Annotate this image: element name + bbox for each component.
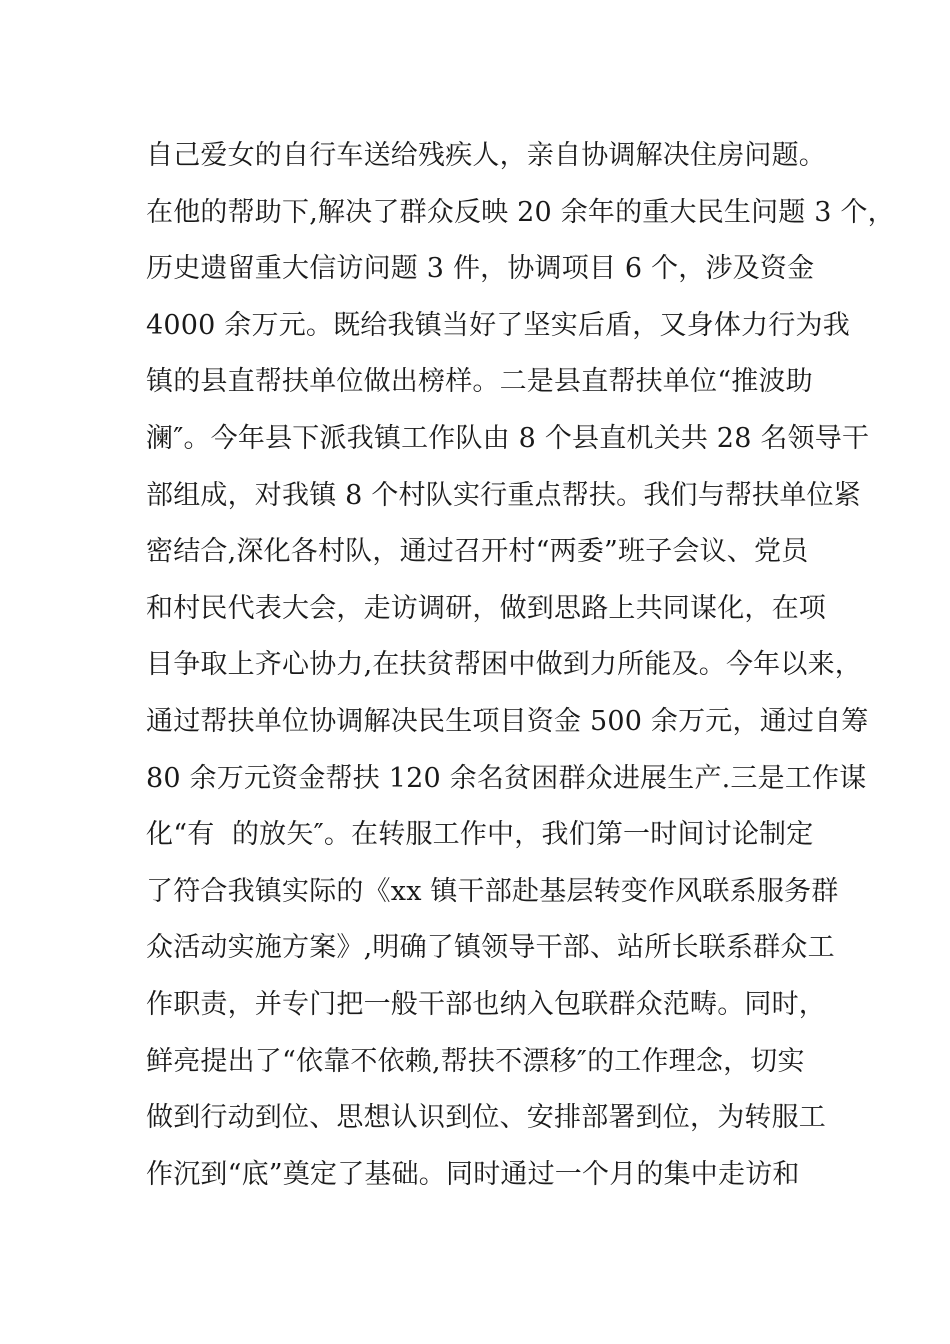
text-line: 作沉到“底”奠定了基础。同时通过一个月的集中走访和 — [146, 1158, 800, 1190]
text-line: 鲜亮提出了“依靠不依赖,帮扶不漂移″的工作理念，切实 — [146, 1045, 805, 1077]
text-line: 在他的帮助下,解决了群众反映 20 余年的重大民生问题 3 个， — [146, 196, 895, 228]
text-line: 镇的县直帮扶单位做出榜样。二是县直帮扶单位“推波助 — [146, 366, 813, 398]
text-line: 做到行动到位、思想认识到位、安排部署到位，为转服工 — [146, 1102, 826, 1134]
text-line: 澜″。今年县下派我镇工作队由 8 个县直机关共 28 名领导干 — [146, 422, 870, 454]
text-line: 部组成，对我镇 8 个村队实行重点帮扶。我们与帮扶单位紧 — [146, 479, 861, 511]
body-text — [146, 128, 895, 1203]
text-line: 和村民代表大会，走访调研，做到思路上共同谋化，在项 — [146, 592, 826, 624]
text-line: 通过帮扶单位协调解决民生项目资金 500 余万元，通过自筹 — [146, 705, 869, 737]
text-line: 密结合,深化各村队，通过召开村“两委”班子会议、党员 — [146, 536, 809, 568]
text-line: 4000 余万元。既给我镇当好了坚实后盾，又身体力行为我 — [146, 309, 850, 341]
text-line: 众活动实施方案》,明确了镇领导干部、站所长联系群众工 — [146, 932, 835, 964]
text-line: 了符合我镇实际的《xx 镇干部赴基层转变作风联系服务群 — [146, 875, 839, 907]
text-line: 目争取上齐心协力,在扶贫帮困中做到力所能及。今年以来， — [146, 649, 862, 681]
text-line: 历史遗留重大信访问题 3 件，协调项目 6 个，涉及资金 — [146, 253, 815, 285]
text-line: 自己爱女的自行车送给残疾人，亲自协调解决住房问题。 — [146, 140, 826, 171]
text-line: 作职责，并专门把一般干部也纳入包联群众范畴。同时， — [146, 988, 826, 1020]
text-line: 化“有 的放矢″。在转服工作中，我们第一时间讨论制定 — [146, 819, 814, 851]
text-line: 80 余万元资金帮扶 120 余名贫困群众进展生产.三是工作谋 — [146, 762, 867, 794]
